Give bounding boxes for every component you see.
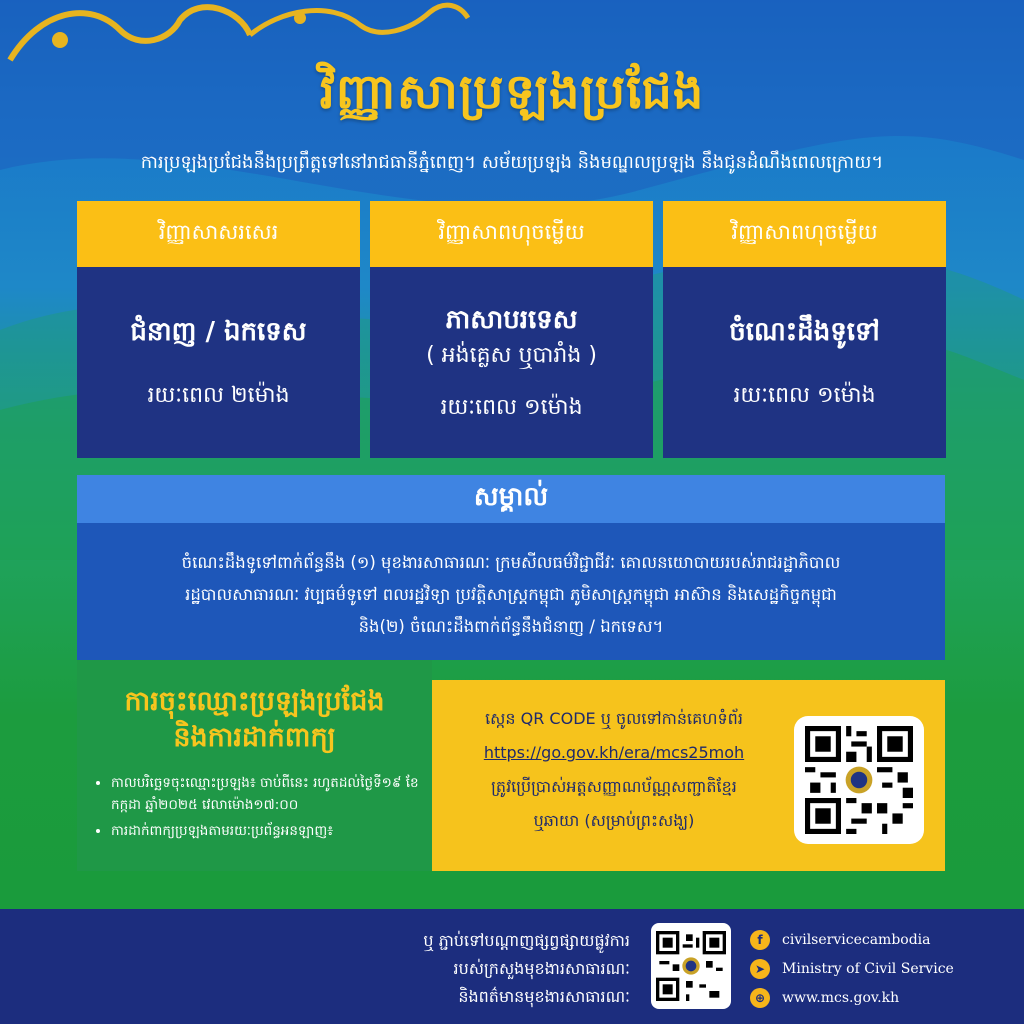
registration-title [77, 660, 432, 756]
qr-code-icon [656, 931, 726, 1001]
qr-instruction-line: ស្កេន QR CODE ឬ ចូលទៅកាន់គេហទំព័រ [485, 709, 743, 728]
footer-line: និងពត៌មានមុខងារសាធារណៈ [458, 987, 630, 1006]
qr-instructions [444, 702, 784, 838]
card-duration: រយៈពេល ១ម៉ោង [440, 394, 583, 420]
card-header: វិញ្ញាសាសរសេរ [77, 201, 360, 267]
social-telegram[interactable] [750, 954, 1010, 983]
registration-title-line: ការចុះឈ្មោះប្រឡងប្រជែង [124, 686, 385, 717]
footer-line: ឬ ភ្ជាប់ទៅបណ្តាញផ្សព្វផ្សាយផ្លូវការ [423, 931, 630, 950]
globe-icon: ⊕ [750, 988, 770, 1008]
list-item: • កាលបរិច្ឆេទចុះឈ្មោះប្រឡង៖ ចាប់ពីនេះ រហូតដល់ថ្ងៃទី១៩ ខែកក្កដា ឆ្នាំ២០២៥ វេលាម៉ោង១៧:០០ [111, 772, 420, 816]
registration-section [77, 660, 432, 871]
card-subject: ភាសាបរទេស [445, 304, 578, 335]
qr-instruction-line: ឬឆាយា (សម្រាប់ព្រះសង្ឃ) [533, 811, 695, 830]
registration-qr-code[interactable] [794, 716, 924, 844]
registration-list [77, 772, 432, 842]
footer [0, 909, 1024, 1024]
social-link-text[interactable]: www.mcs.gov.kh [782, 989, 900, 1006]
social-website[interactable] [750, 983, 1010, 1012]
card-header: វិញ្ញាសាពហុចម្លើយ [370, 201, 653, 267]
qr-section [432, 680, 945, 871]
note-title: សម្គាល់ [77, 475, 945, 523]
note-body [77, 523, 945, 660]
exam-card-general [663, 201, 946, 458]
exam-card-language [370, 201, 653, 458]
card-subject: ចំណេះដឹងទូទៅ [729, 316, 880, 347]
social-links [750, 925, 1010, 1012]
card-subject-detail: ( អង់គ្លេស ឬបារាំង ) [426, 342, 597, 368]
page-title: វិញ្ញាសាប្រឡងប្រជែង [319, 64, 705, 120]
exam-card-written [77, 201, 360, 458]
page-subtitle: ការប្រឡងប្រជែងនឹងប្រព្រឹត្តទៅនៅរាជធានីភ្នំពេញ។ សម័យប្រឡង និងមណ្ឌលប្រឡង នឹងជូនដំណឹងពេលក្រោយ។ [140, 152, 884, 173]
card-header: វិញ្ញាសាពហុចម្លើយ [663, 201, 946, 267]
card-subject: ជំនាញ / ឯកទេស [130, 316, 307, 347]
telegram-icon: ➤ [750, 959, 770, 979]
card-duration: រយៈពេល ១ម៉ោង [733, 382, 876, 408]
registration-title-line: និងការដាក់ពាក្យ [173, 722, 336, 753]
list-item: • ការដាក់ពាក្យប្រឡងតាមរយៈប្រព័ន្ធអនឡាញ៖ [111, 820, 420, 842]
facebook-icon: f [750, 930, 770, 950]
qr-instruction-line: ត្រូវប្រើប្រាស់អត្តសញ្ញាណប័ណ្ណសញ្ជាតិខ្មែរ [491, 777, 737, 796]
footer-qr-code[interactable] [651, 923, 731, 1009]
note-line: រដ្ឋបាលសាធារណៈ វប្បធម៌ទូទៅ ពលរដ្ឋវិទ្យា ប្រវត្តិសាស្ត្រកម្ពុជា ភូមិសាស្ត្រកម្ពុជា អាស៊ាន និងសេដ្ឋកិច្ចកម្ពុជា [185, 585, 837, 604]
qr-code-icon [805, 726, 913, 834]
registration-link[interactable]: https://go.gov.kh/era/mcs25moh [483, 743, 745, 762]
social-link-text[interactable]: civilservicecambodia [782, 931, 931, 948]
social-link-text[interactable]: Ministry of Civil Service [782, 960, 954, 977]
footer-text [300, 927, 630, 1011]
footer-line: របស់ក្រសួងមុខងារសាធារណៈ [453, 959, 630, 978]
social-facebook[interactable] [750, 925, 1010, 954]
card-duration: រយៈពេល ២ម៉ោង [147, 382, 290, 408]
note-line: និង(២) ចំណេះដឹងពាក់ព័ន្ធនឹងជំនាញ / ឯកទេស។ [358, 617, 664, 636]
note-line: ចំណេះដឹងទូទៅពាក់ព័ន្ធនឹង (១) មុខងារសាធារណៈ ក្រមសីលធម៌វិជ្ជាជីវៈ គោលនយោបាយរបស់រាជរដ្ឋាភិបាល [181, 553, 841, 572]
gold-ornament [0, 0, 470, 70]
